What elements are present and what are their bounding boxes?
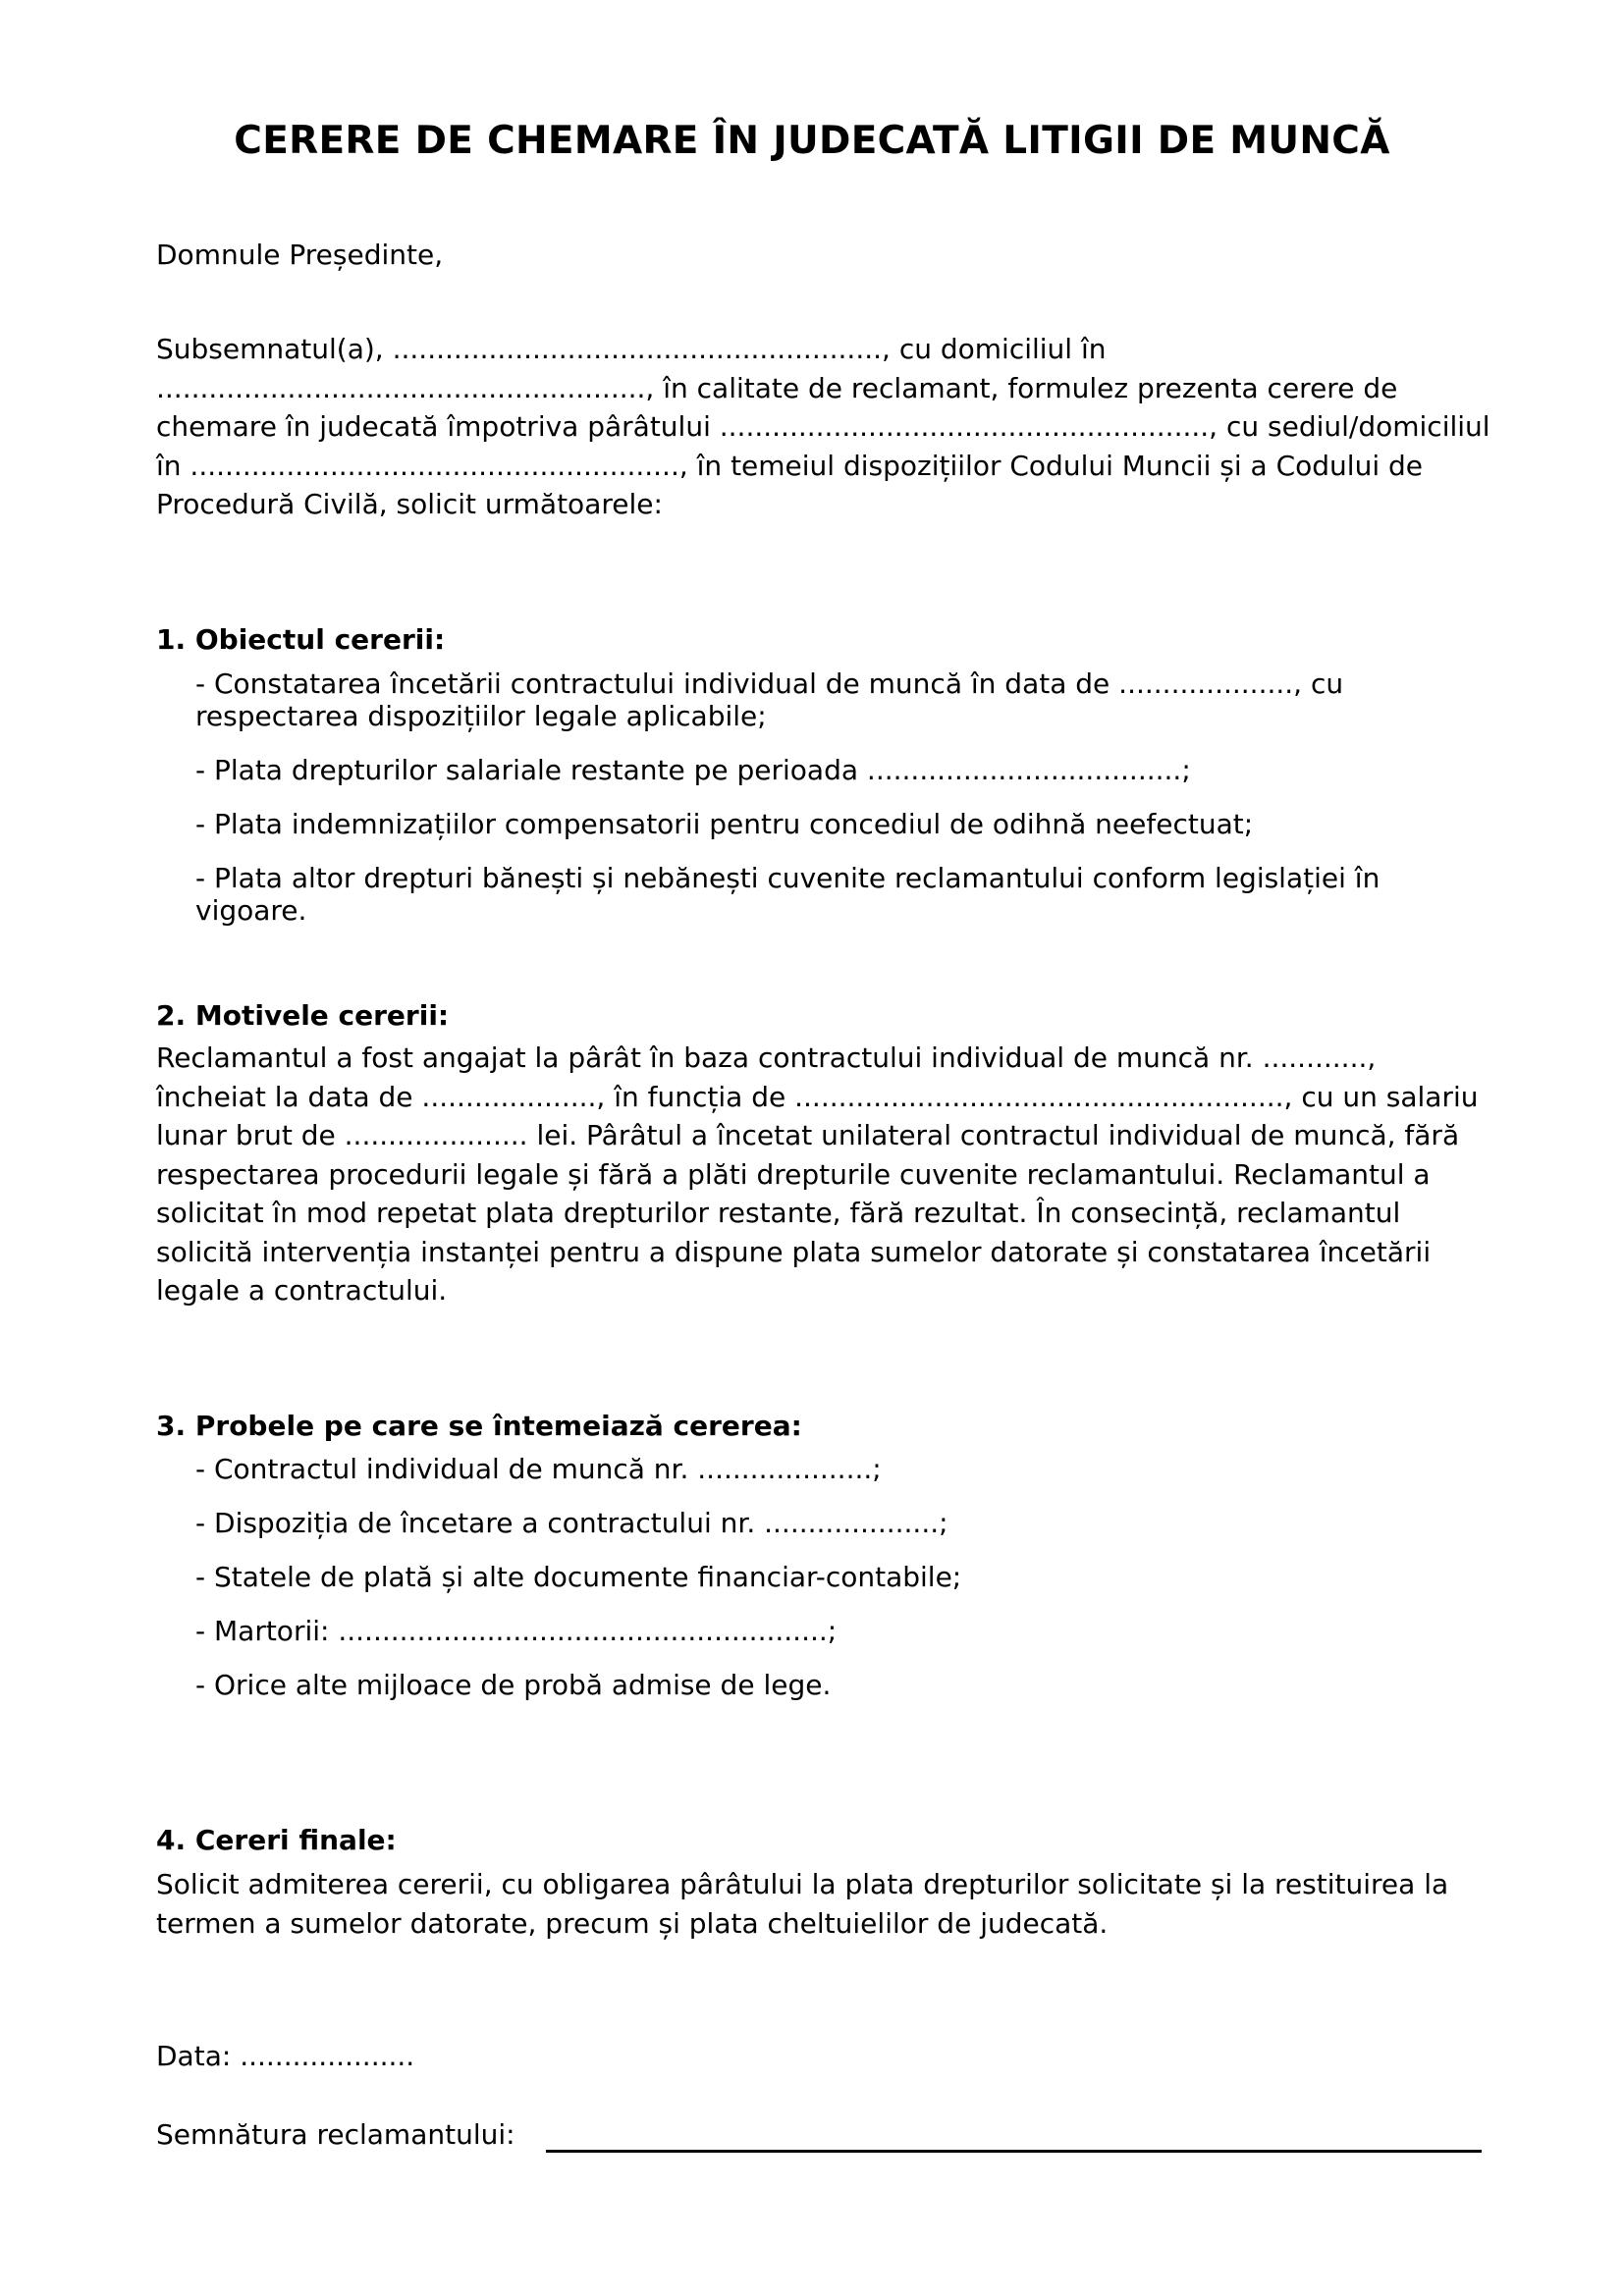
obiectul-list bbox=[195, 667, 1472, 948]
signature-label: Semnătura reclamantului: bbox=[156, 2118, 515, 2151]
document-title: CERERE DE CHEMARE ÎN JUDECATĂ LITIGII DE MUNCĂ bbox=[234, 119, 1390, 163]
list-item: - Plata indemnizațiilor compensatorii pentru concediul de odihnă neefectuat; bbox=[195, 808, 1254, 840]
list-item: - Orice alte mijloace de probă admise de lege. bbox=[195, 1669, 832, 1701]
list-item: - Dispoziția de încetare a contractului nr. ....................; bbox=[195, 1507, 948, 1539]
list-item: - Plata drepturilor salariale restante pe perioada ....................................; bbox=[195, 754, 1191, 786]
list-item: - Statele de plată și alte documente financiar-contabile; bbox=[195, 1561, 962, 1593]
list-item: - Contractul individual de muncă nr. ....................; bbox=[195, 1453, 882, 1485]
list-item: - Constatarea încetării contractului individual de muncă în data de ...................., cu respectarea dispozițiilor legale aplicabile; bbox=[195, 667, 1344, 732]
section-heading-probele: 3. Probele pe care se întemeiază cererea: bbox=[156, 1410, 802, 1442]
intro-paragraph: Subsemnatul(a), ........................................................, cu domiciliul în ........................................................, în calitate de reclamant, formulez prezenta cerere de chemare în judecată împotriva pârâtului ........................................................, cu sediul/domiciliul în ........................................................, în temeiul dispozițiilor Codului Muncii și a Codului de Procedură Civilă, solicit următoarele: bbox=[156, 333, 1490, 520]
signature-line bbox=[546, 2150, 1482, 2153]
section-heading-obiectul: 1. Obiectul cererii: bbox=[156, 623, 446, 656]
date-field: Data: .................... bbox=[156, 2040, 415, 2072]
motivele-paragraph: Reclamantul a fost angajat la pârât în baza contractului individual de muncă nr. ............, încheiat la data de ...................., în funcția de ........................................................, cu un salariu lunar brut de ..................... lei. Pârâtul a încetat unilateral contractul individual de muncă, fără respectarea procedurii legale și fără a plăti drepturile cuvenite reclamantului. Reclamantul a solicitat în mod repetat plata drepturilor restante, fără rezultat. În consecință, reclamantul solicită intervenția instanței pentru a dispune plata sumelor datorate și constatarea încetării legale a contractului. bbox=[156, 1041, 1479, 1307]
list-item: - Martorii: ........................................................; bbox=[195, 1615, 838, 1647]
greeting: Domnule Președinte, bbox=[156, 239, 444, 271]
section-heading-cereri-finale: 4. Cereri finale: bbox=[156, 1824, 397, 1856]
probele-list bbox=[195, 1453, 1472, 1723]
section-heading-motivele: 2. Motivele cererii: bbox=[156, 999, 450, 1032]
list-item: - Plata altor drepturi bănești și nebănești cuvenite reclamantului conform legislației în vigoare. bbox=[195, 862, 1380, 927]
cereri-finale-paragraph: Solicit admiterea cererii, cu obligarea pârâtului la plata drepturilor solicitate și la restituirea la termen a sumelor datorate, precum și plata cheltuielilor de judecată. bbox=[156, 1868, 1449, 1940]
